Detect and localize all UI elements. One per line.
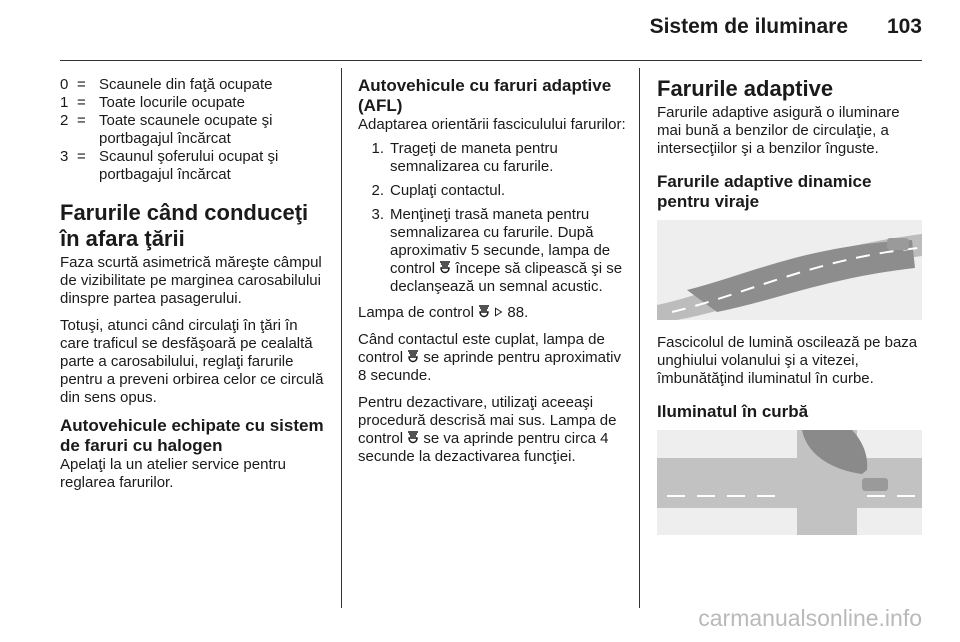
page-number: 103 [886, 15, 922, 38]
subsection-heading: Iluminatul în curbă [657, 402, 809, 421]
paragraph: Totuşi, atunci când circulaţi în ţări în care traficul se desfăşoară pe cealaltă parte a carosabilului, reglaţi farurile pentru a preveni orbirea celor ce circulă din sens opus. [60, 317, 324, 406]
column-1 [60, 76, 328, 501]
list-item: 1. Trageţi de maneta pentru semnalizarea cu farurile. [371, 140, 558, 175]
column-divider [341, 68, 342, 608]
column-2 [358, 76, 628, 475]
afl-warning-lamp-icon [407, 431, 419, 445]
cornering-light-illustration [657, 430, 922, 535]
header-rule [60, 60, 922, 61]
subsection-heading: Farurile adaptive dinamice pentru viraje [657, 172, 872, 211]
subsection-heading: Autovehicule cu faruri adaptive (AFL) [358, 76, 612, 115]
page-reference-link[interactable]: 88. [507, 304, 529, 321]
paragraph: Faza scurtă asimetrică măreşte câmpul de vizibilitate pe marginea carosabilului dinspre partea pasagerului. [60, 254, 322, 307]
list-item: 1 = Toate locurile ocupate [60, 94, 245, 111]
section-heading: Farurile când conduceţi în afara ţării [60, 200, 309, 251]
paragraph: Lampa de control 88. [358, 304, 529, 321]
page-reference-triangle-icon[interactable] [494, 305, 503, 319]
column-divider [639, 68, 640, 608]
subsection-heading: Autovehicule echipate cu sistem de faruri cu halogen [60, 416, 324, 455]
paragraph: Fascicolul de lumină oscilează pe baza unghiului volanului şi a vitezei, îmbunătăţind iluminatul în curbe. [657, 334, 918, 387]
watermark: carmanualsonline.info [698, 605, 922, 631]
paragraph: Apelaţi la un atelier service pentru reglarea farurilor. [60, 456, 286, 491]
section-heading: Farurile adaptive [657, 76, 834, 101]
list-item: 2. Cuplaţi contactul. [371, 182, 506, 199]
paragraph: Pentru dezactivare, utilizaţi aceeaşi procedură descrisă mai sus. Lampa de control se va aprinde pentru circa 4 secunde la dezactivarea funcţiei. [358, 394, 617, 465]
paragraph: Când contactul este cuplat, lampa de control se aprinde pentru aproximativ 8 secunde. [358, 331, 621, 384]
dynamic-curve-light-illustration [657, 220, 922, 320]
numbered-steps [358, 140, 628, 296]
afl-warning-lamp-icon [407, 350, 419, 364]
afl-warning-lamp-icon [478, 305, 490, 319]
list-item: 0 = Scaunele din faţă ocupate [60, 76, 273, 93]
paragraph: Farurile adaptive asigură o iluminare mai bună a benzilor de circulaţie, a intersecţiilor şi a benzilor înguste. [657, 104, 900, 157]
afl-warning-lamp-icon [439, 261, 451, 275]
running-header-title: Sistem de iluminare [649, 15, 848, 38]
list-item: 3. Menţineţi trasă maneta pentru semnalizarea cu farurile. După aproximativ 5 secunde, lampa de control începe să clipească şi se declanşează un semnal acustic. [371, 206, 623, 295]
paragraph: Adaptarea orientării fasciculului farurilor: [358, 116, 626, 133]
list-item: 2 = Toate scaunele ocupate şi portbagajul încărcat [60, 112, 273, 147]
list-item: 3 = Scaunul şoferului ocupat şi portbagajul încărcat [60, 148, 279, 183]
column-3 [657, 76, 922, 549]
